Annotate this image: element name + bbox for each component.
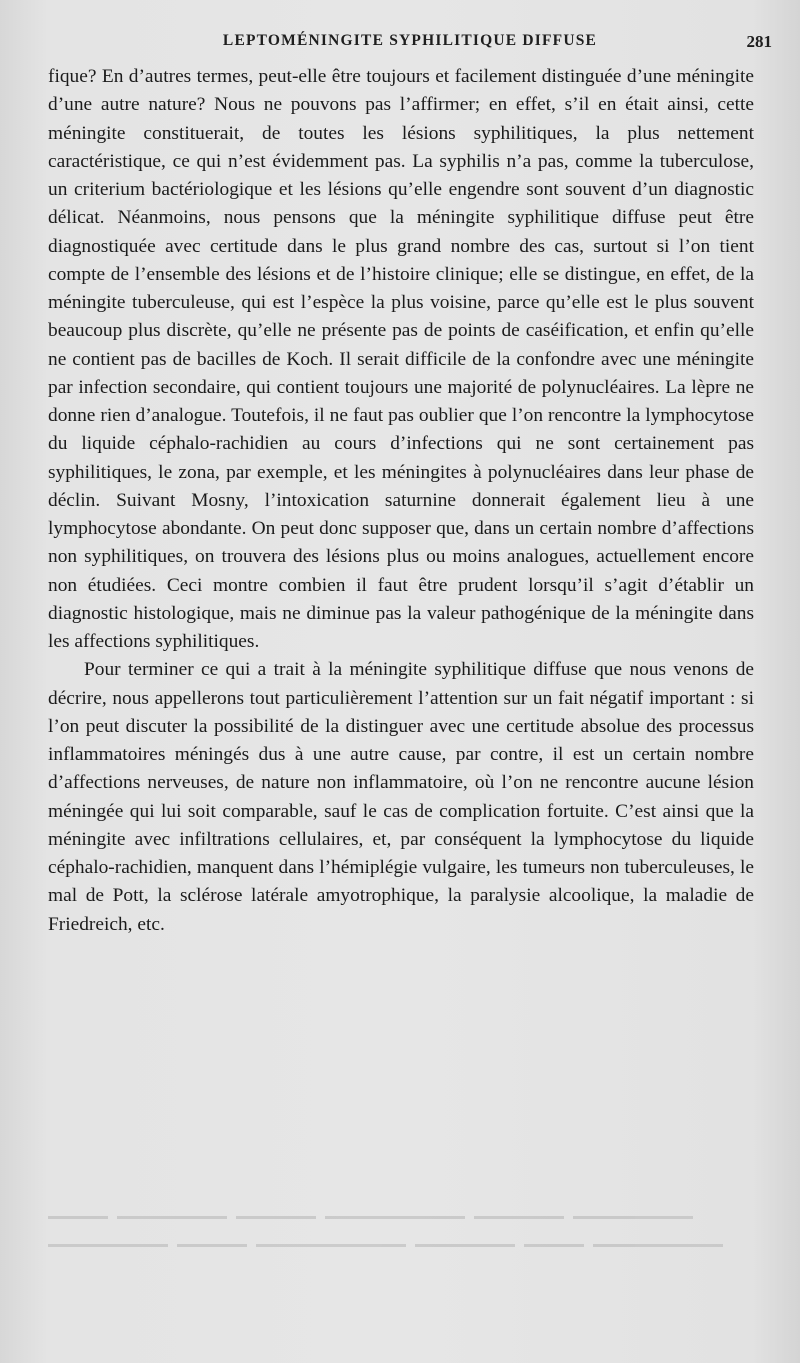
page-number: 281 [746, 32, 772, 51]
running-title: LEPTOMÉNINGITE SYPHILITIQUE DIFFUSE [222, 32, 598, 49]
paragraph-2: Pour terminer ce qui a trait à la méningite syphilitique diffuse que nous venons de décrire, nous appellerons tout particulièrement l’attention sur un fait négatif important : si l’on peut discuter la possibilité de la distinguer avec une certitude absolue des processus inflammatoires méningés dus à une autre cause, par contre, il est un certain nombre d’affections nerveuses, de nature non inflammatoire, où l’on ne rencontre aucune lésion méningée qui lui soit comparable, sauf le cas de complication fortuite. C’est ainsi que la méningite avec infiltrations cellulaires, et, par conséquent la lymphocytose du liquide céphalo-rachidien, manquent dans l’hémiplégie vulgaire, les tumeurs non tuberculeuses, le mal de Pott, la sclérose latérale amyotrophique, la paralysie alcoolique, la maladie de Friedreich, etc. [48, 659, 754, 935]
show-through-text [48, 1208, 768, 1222]
paragraph-1: fique? En d’autres termes, peut-elle être toujours et facilement distinguée d’une méningite d’une autre nature? Nous ne pouvons pas l’affirmer; en effet, s’il en était ainsi, cette méningite constituerait, de toutes les lésions syphilitiques, la plus nettement caractéristique, ce qui n’est évidemment pas. La syphilis n’a pas, comme la tuberculose, un criterium bactériologique et les lésions qu’elle engendre sont souvent d’un diagnostic délicat. Néanmoins, nous pensons que la méningite syphilitique diffuse peut être diagnostiquée avec certitude dans le plus grand nombre des cas, surtout si l’on tient compte de l’ensemble des lésions et de l’histoire clinique; elle se distingue, en effet, de la méningite tuberculeuse, qui est l’espèce la plus voisine, parce qu’elle est le plus souvent beaucoup plus discrète, qu’elle ne présente pas de points de caséification, et enfin qu’elle ne contient pas de bacilles de Koch. Il serait difficile de la confondre avec une méningite par infection secondaire, qui contient toujours une majorité de polynucléaires. La lèpre ne donne rien d’analogue. Toutefois, il ne faut pas oublier que l’on rencontre la lymphocytose du liquide céphalo-rachidien au cours d’infections qui ne sont certainement pas syphilitiques, le zona, par exemple, et les méningites à polynucléaires dans leur phase de déclin. Suivant Mosny, l’intoxication saturnine donnerait également lieu à une lymphocytose abondante. On peut donc supposer que, dans un certain nombre d’affections non syphilitiques, on trouvera des lésions plus ou moins analogues, actuellement encore non étudiées. Ceci montre combien il faut être prudent lorsqu’il s’agit d’établir un diagnostic histologique, mais ne diminue pas la valeur pathogénique de la méningite dans les affections syphilitiques. [48, 66, 754, 652]
page-header [48, 30, 772, 56]
body-text [48, 63, 754, 939]
show-through-text [48, 1236, 768, 1250]
